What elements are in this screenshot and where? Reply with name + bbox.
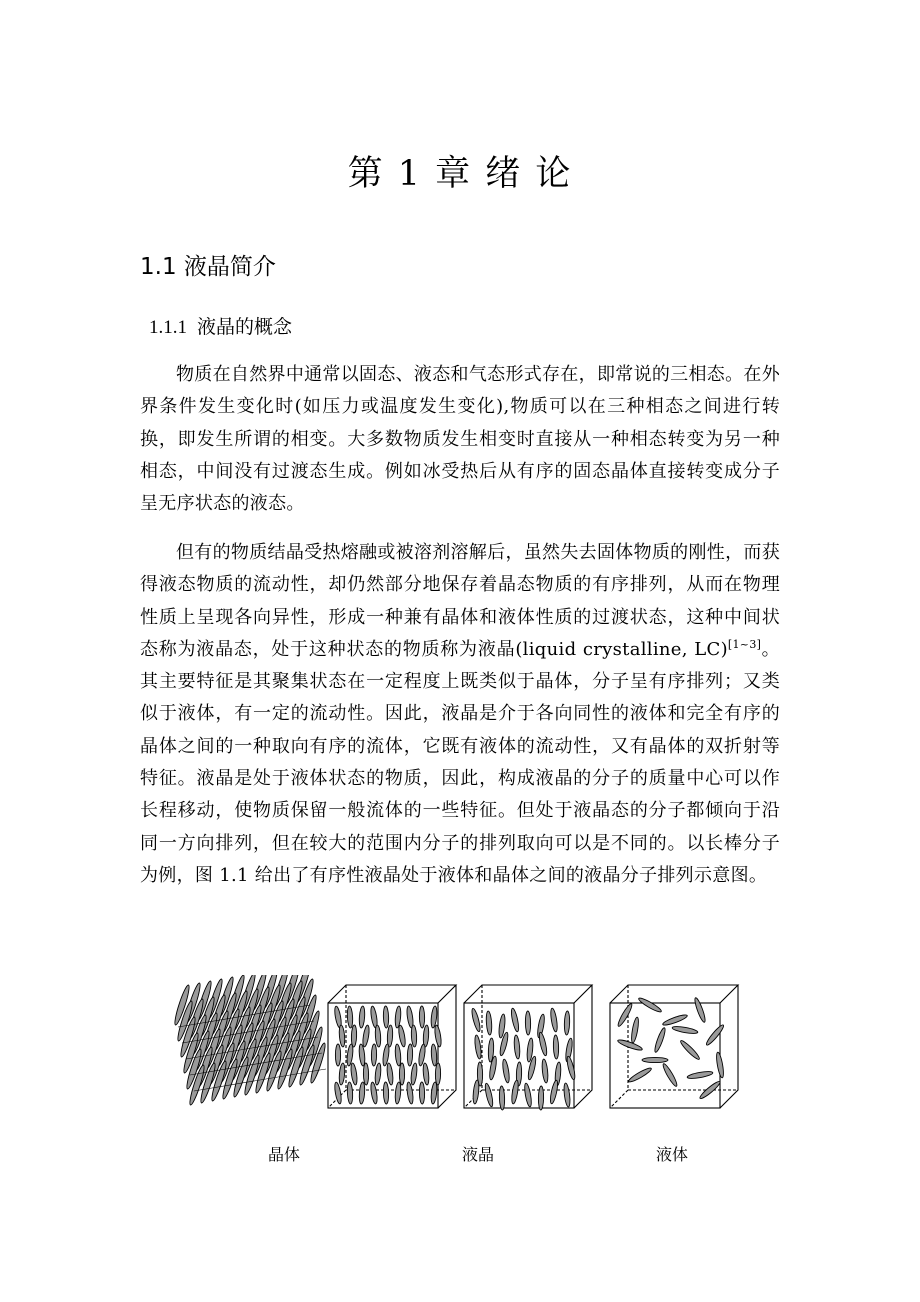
molecule [693,997,707,1023]
molecule [351,1025,357,1047]
molecule [431,1044,438,1066]
smectic-cube-panel [464,985,592,1110]
molecule [347,1082,353,1104]
molecule [359,1006,366,1028]
molecule [484,1083,494,1108]
molecule [371,1044,377,1066]
molecule [410,1063,418,1085]
chapter-title: 第 1 章 绪 论 [347,154,573,194]
molecule [374,1063,381,1085]
molecule [362,1025,371,1048]
molecule [538,1086,544,1110]
molecule [422,1063,429,1085]
molecule [513,1035,520,1059]
paragraph-2 [140,537,780,892]
molecule [642,1057,668,1062]
molecule [637,996,662,1014]
molecule [338,1025,345,1047]
molecule [399,1063,404,1085]
cube-top-edge [328,985,456,1003]
section-title: 1.1 液晶简介 [140,254,276,280]
molecule [566,1056,577,1081]
paragraph-2-part-a: 但有的物质结晶受热熔融或被溶剂溶解后，虽然失去固体物质的刚性，而获得液态物质的流动性，却仍然部分地保存着晶态物质的有序排列，从而在物理性质上呈现各向异性，形成一种兼有晶体和液体性质的过渡状态，这种中间状态称为液晶态，处于这种状态的物质称为液晶(liquid crystalline, LC) [140,542,780,660]
molecule [661,1062,679,1087]
molecule [627,1066,652,1084]
subsection-title: 液晶的概念 [197,316,293,338]
molecule [359,1082,366,1104]
cube-top-edge [610,985,738,1003]
molecule [383,1082,389,1104]
molecule [538,1032,548,1057]
molecule [687,1070,714,1080]
molecule [363,1063,369,1085]
molecule [434,1025,443,1048]
caption-crystal: 晶体 [268,1145,301,1164]
molecule [350,1063,358,1086]
molecule [394,1044,401,1066]
molecule [525,1011,531,1035]
molecule [564,1011,570,1035]
molecule [523,1083,532,1108]
molecule [617,1038,643,1052]
molecule [472,1080,480,1104]
molecule [398,1025,407,1048]
molecule [430,1082,437,1104]
caption-liquid: 液体 [656,1145,689,1164]
molecule [502,1059,511,1084]
molecule [375,1025,382,1047]
molecule [653,1027,667,1053]
molecule [386,1063,394,1085]
molecule [411,1025,417,1047]
molecule [553,1035,559,1059]
molecule [550,1008,559,1033]
molecule [474,1035,482,1059]
molecule [338,1063,345,1085]
molecule [347,1006,353,1028]
citation-ref: [1~3] [727,637,762,651]
molecule [679,1039,701,1061]
molecule [470,1008,481,1033]
molecule [383,1006,389,1028]
molecule [394,1082,401,1104]
paragraph-2-part-b: 。其主要特征是其聚集状态在一定程度上既类似于晶体，分子呈有序排列；又类似于液体，有一定的流动性。因此，液晶是介于各向同性的液体和完全有序的晶体之间的一种取向有序的流体，它既有液体的流动性，又有晶体的双折射等特征。液晶是处于液体状态的物质，因此，构成液晶的分子的质量中心可以作长程移动，使物质保留一般流体的一些特征。但处于液晶态的分子都倾向于沿同一方向排列，但在较大的范围内分子的排列取向可以是不同的。以长棒分子为例，图 1.1 给出了有序性液晶处于液体和晶体之间的液晶分子排列示意图。 [140,638,780,886]
molecule [541,1059,549,1083]
molecule [715,1052,725,1079]
paragraph-1: 物质在自然界中通常以固态、液态和气态形式存在，即常说的三相态。在外界条件发生变化时(如压力或温度发生变化),物质可以在三种相态之间进行转换，即发生所谓的相变。大多数物质发生相变时直接从一种相态转变为另一种相态，中间没有过渡态生成。例如冰受热后从有序的固态晶体直接转变成分子呈无序状态的液态。 [140,364,780,515]
molecule [510,1008,520,1033]
molecule [499,1086,505,1110]
subsection-number: 1.1.1 [149,317,187,338]
molecule [616,1002,634,1027]
molecule [407,1044,413,1066]
crystal-panel [173,975,328,1106]
molecule [563,1083,571,1107]
molecule [662,1013,688,1027]
molecule [511,1080,520,1105]
molecule [549,1080,559,1105]
molecule [335,1044,340,1066]
liquid-cube-panel [610,985,738,1108]
caption-liquid-crystal: 液晶 [462,1145,495,1164]
cube-top-edge [464,985,592,1003]
subsection-heading [149,312,292,339]
molecule [435,1063,441,1085]
molecule [672,1025,699,1035]
molecule [419,1006,425,1028]
molecule [630,1017,640,1044]
nematic-cube-panel [328,985,456,1108]
molecule [705,1023,726,1046]
molecule [419,1082,425,1104]
molecular-arrangement-figure [170,975,750,1115]
molecule [486,1011,493,1035]
